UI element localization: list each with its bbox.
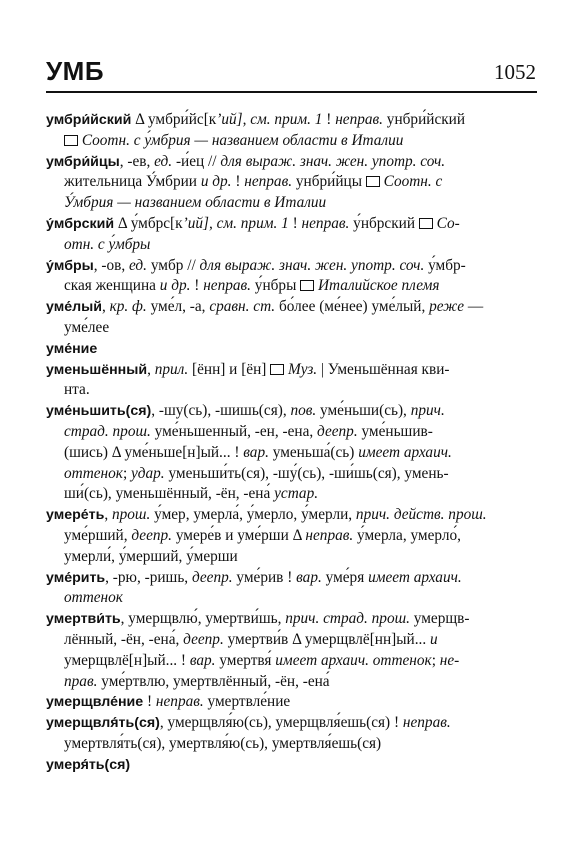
entry-text: умерщвлё[н]ый... ! [64, 651, 190, 669]
italic-note: для выраж. знач. жен. употр. соч. [220, 152, 446, 170]
entry-text: , -рю, -ришь, [105, 568, 192, 586]
italic-note: прич. [410, 402, 445, 420]
italic-note: ий] [221, 111, 243, 128]
entry-first-line [46, 755, 538, 776]
italic-note: устар. [274, 485, 319, 503]
entry-continuation-line [46, 172, 538, 193]
entry-text: уме́ртвлю, умертвлённый, -ён, -ена́ [97, 672, 330, 690]
italic-note: удар. [131, 464, 165, 482]
dictionary-entries [46, 110, 538, 776]
dictionary-entry [46, 297, 538, 339]
italic-note: Италийское племя [314, 277, 440, 295]
headword: уме́ние [46, 340, 98, 357]
entry-text: , [104, 506, 112, 524]
reference-box-icon [419, 218, 433, 229]
entry-continuation-line [46, 651, 538, 672]
italic-note: отн. с у́мбры [64, 235, 151, 253]
entry-text: уме́ньши(сь), [316, 402, 411, 420]
entry-text: — [464, 298, 484, 316]
italic-note: деепр. [131, 526, 172, 544]
italic-note: Муз. [284, 360, 318, 378]
entry-continuation-line [46, 443, 538, 464]
entry-continuation-line [46, 588, 538, 609]
italic-note: , см. прим. 1 [208, 214, 289, 232]
entry-first-line [46, 568, 538, 589]
entry-continuation-line [46, 672, 538, 693]
headword: умеря́ть(ся) [46, 756, 131, 773]
dictionary-entry [46, 609, 538, 692]
dictionary-entry [46, 214, 538, 256]
italic-note: ʼ [182, 214, 188, 232]
entry-first-line [46, 505, 538, 526]
entry-continuation-line [46, 734, 538, 755]
entry-text: у́мерла, умерло́, [353, 526, 461, 544]
italic-note: неправ. [335, 111, 383, 128]
italic-note: Соотн. с у́мбрия — названием области в Италии [78, 131, 404, 149]
dictionary-entry [46, 152, 538, 214]
italic-note: ед. [129, 256, 147, 274]
entry-continuation-line [46, 193, 538, 214]
italic-note: прич. действ. прош. [355, 506, 487, 524]
entry-continuation-line [46, 380, 538, 401]
entry-text: , -шу(сь), -шишь(ся), [151, 402, 291, 420]
entry-text: , -ов, [93, 256, 130, 274]
entry-continuation-line [46, 276, 538, 297]
italic-note: пов. [290, 402, 317, 420]
entry-first-line [46, 256, 538, 277]
entry-text: ! [288, 214, 302, 232]
entry-text: жительница У́мбрии [64, 173, 201, 191]
dictionary-entry [46, 755, 538, 776]
entry-text: уме́ря [321, 568, 369, 586]
entry-text: у́мбр- [424, 256, 466, 274]
dictionary-entry [46, 713, 538, 755]
entry-text: ; [431, 651, 440, 669]
italic-note: и [430, 630, 438, 648]
entry-text: ! [143, 693, 156, 711]
headword: умерщвле́ние [46, 694, 144, 711]
entry-first-line [46, 214, 538, 235]
entry-text: у́нбрский [349, 214, 419, 232]
italic-note: оттенок [64, 589, 123, 607]
headword: уме́лый [46, 299, 102, 316]
dictionary-entry [46, 568, 538, 610]
entry-first-line [46, 297, 538, 318]
entry-first-line [46, 609, 538, 630]
entry-continuation-line [46, 464, 538, 485]
italic-note: неправ. [305, 526, 354, 544]
entry-text: умерли́, у́мерший, у́мерши [64, 547, 238, 565]
entry-text: , [101, 298, 110, 316]
entry-text: [ённ] и [ён] [188, 360, 271, 378]
entry-text: умертви́в Δ умерщвлё[нн]ый... [223, 630, 431, 648]
dictionary-entry [46, 505, 538, 567]
italic-note: страд. прош. [64, 422, 151, 440]
entry-text: ; [122, 464, 132, 482]
headword: умерщвля́ть(ся) [46, 715, 160, 732]
entry-text: бо́лее (ме́нее) уме́лый, [275, 298, 430, 316]
entry-text: ! [190, 277, 204, 295]
page-number: 1052 [494, 60, 536, 84]
italic-note: неправ. [155, 693, 204, 711]
entry-text: у́мер, умерла́, у́мерло, у́мерли, [150, 506, 356, 524]
italic-note: прил. [154, 360, 189, 378]
italic-note: реже [429, 298, 464, 316]
entry-text: уменьши́ть(ся), -шу́(сь), -ши́шь(ся), умень- [164, 464, 449, 482]
italic-note: и др. [200, 173, 232, 191]
entry-text: уме́ньшенный, -ен, -ена, [150, 422, 318, 440]
entry-text: | Уменьшённая кви- [317, 360, 450, 378]
reference-box-icon [366, 176, 380, 187]
entry-text: уменьша́(сь) [268, 443, 359, 461]
italic-note: вар. [243, 443, 269, 461]
entry-text: уме́лее [64, 318, 110, 336]
headword: у́мбры [46, 257, 94, 274]
header-rule [46, 91, 537, 93]
reference-box-icon [64, 135, 78, 146]
italic-note: для выраж. знач. жен. употр. соч. [199, 256, 425, 274]
italic-note: Соотн. с [379, 173, 443, 191]
italic-note: кр. ф. [109, 298, 147, 316]
dictionary-entry [46, 339, 538, 360]
entry-text: унбри́йский [382, 111, 466, 128]
entry-first-line [46, 152, 538, 173]
italic-note: деепр. [317, 422, 358, 440]
running-head: УМБ [46, 56, 105, 86]
italic-note: , см. прим. 1 [242, 111, 323, 128]
italic-note: деепр. [191, 568, 233, 586]
entry-text: у́нбры [250, 277, 301, 295]
entry-continuation-line [46, 318, 538, 339]
italic-note: имеет архаич. оттенок [275, 651, 432, 669]
italic-note: неправ. [203, 277, 251, 295]
headword: умере́ть [46, 507, 105, 524]
italic-note: прич. страд. прош. [285, 610, 410, 628]
dictionary-entry [46, 692, 538, 713]
headword: уме́рить [46, 569, 106, 586]
reference-box-icon [300, 280, 314, 291]
headword: умбри́йцы [46, 153, 120, 170]
dictionary-entry [46, 360, 538, 402]
italic-note: имеет архаич. [358, 443, 452, 461]
entry-text: ши́(сь), уменьшённый, -ён, -ена́ [64, 485, 275, 503]
entry-continuation-line [46, 526, 538, 547]
dictionary-entry [46, 401, 538, 505]
entry-text: ская женщина [64, 277, 160, 295]
entry-text: Δ у́мбрс[к [114, 214, 183, 232]
entry-text: лённый, -ён, -ена́, [64, 630, 184, 648]
italic-note: сравн. ст. [209, 298, 276, 316]
italic-note: прош. [111, 506, 151, 524]
entry-text: нта. [64, 381, 90, 399]
headword: у́мбрский [46, 215, 115, 232]
entry-first-line [46, 110, 538, 131]
entry-text: умертвя́ [215, 651, 276, 669]
entry-continuation-line [46, 235, 538, 256]
entry-first-line [46, 339, 538, 360]
entry-continuation-line [46, 630, 538, 651]
italic-note: деепр. [183, 630, 224, 648]
entry-text: -и́ец // [172, 152, 221, 170]
entry-continuation-line [46, 547, 538, 568]
dictionary-entry [46, 110, 538, 152]
entry-text: ! [231, 173, 245, 191]
italic-note: неправ. [244, 173, 293, 191]
entry-text: (шись) Δ уме́ньше[н]ый... ! [64, 443, 244, 461]
italic-note: ʼ [216, 111, 222, 128]
entry-text: умертвле́ние [203, 693, 291, 711]
italic-note: не- [439, 651, 460, 669]
reference-box-icon [270, 364, 284, 375]
headword: умертви́ть [46, 611, 121, 628]
italic-note: ед. [154, 152, 173, 170]
entry-text: , -ев, [119, 152, 155, 170]
italic-note: ий] [187, 214, 209, 232]
entry-continuation-line [46, 422, 538, 443]
italic-note: Со- [432, 214, 460, 232]
italic-note: вар. [296, 568, 322, 586]
entry-text: умбр // [147, 256, 200, 274]
entry-text: уме́рший, [64, 526, 132, 544]
italic-note: неправ. [301, 214, 350, 232]
entry-text: , умерщвлю́, умертви́шь, [120, 610, 286, 628]
entry-first-line [46, 713, 538, 734]
italic-note: оттенок [64, 464, 123, 482]
headword: умбри́йский [46, 112, 132, 128]
italic-note: вар. [189, 651, 216, 669]
entry-text: уме́ньшив- [357, 422, 433, 440]
dictionary-entry [46, 256, 538, 298]
entry-continuation-line [46, 131, 538, 152]
entry-text: умертвля́ть(ся), умертвля́ю(сь), умертвля́ешь(ся) [64, 734, 382, 752]
entry-first-line [46, 692, 538, 713]
entry-first-line [46, 360, 538, 381]
entry-first-line [46, 401, 538, 422]
italic-note: У́мбрия — названием области в Италии [64, 194, 327, 212]
italic-note: неправ. [402, 714, 451, 732]
italic-note: имеет архаич. [368, 568, 462, 586]
italic-note: и др. [159, 277, 191, 295]
entry-text: Δ умбри́йс[к [131, 111, 217, 128]
entry-text: уме́рив ! [232, 568, 297, 586]
entry-text: уме́л, -а, [146, 298, 210, 316]
headword: уменьшённый [46, 361, 148, 378]
entry-continuation-line [46, 484, 538, 505]
entry-text: унбри́йцы [292, 173, 366, 191]
entry-text: умерщв- [409, 610, 470, 628]
headword: уме́ньшить(ся) [46, 403, 152, 420]
entry-text: ! [322, 111, 336, 128]
entry-text: , умерщвля́ю(сь), умерщвля́ешь(ся) ! [159, 714, 403, 732]
entry-text: , [147, 360, 155, 378]
italic-note: прав. [64, 672, 98, 690]
entry-text: умере́в и уме́рши Δ [172, 526, 306, 544]
